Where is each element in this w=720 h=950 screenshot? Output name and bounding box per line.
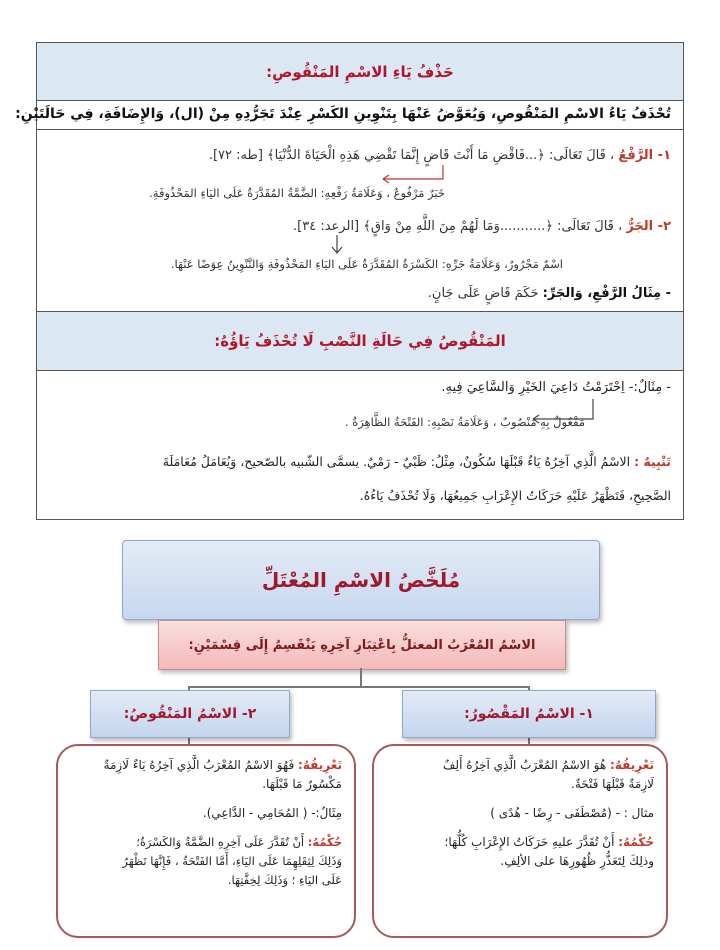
section2-header — [37, 311, 683, 371]
section2-example: - مِثَالٌ:- اِحْتَرَمْتُ دَاعِيَ الخَيْرِ وَالسَّاعِيَ فِيهِ. — [441, 380, 671, 395]
connector — [360, 668, 362, 686]
raf-label: ١- الرَّفْعُ — [618, 148, 671, 163]
warn-text1: الاسْمُ الَّذِي آخِرُهُ يَاءٌ قَبْلَهَا سُكُونٌ، مِثْلُ: ظَبْيٌ - رَمْيٌ. يسمَّى الشّبيه بالصّحيح، وَيُعَامَلُ مُعَامَلَةَ — [162, 454, 631, 469]
manqus-rule-label: حُكْمُهُ: — [307, 835, 342, 849]
maqsur-rule — [386, 833, 654, 871]
section1-rule: تُحْذَفُ يَاءُ الاسْمِ المَنْقُوصِ، وَيُعَوَّضُ عَنْهَا بِتَنْوِينِ الكَسْرِ عِنْدَ تَجَرُّدِهِ مِنْ (ال)، وَالإِضَافَةِ، فِي حَالَتَيْنِ: — [15, 106, 671, 122]
jar-verse: ، قَالَ تَعَالَى: ﴿...........وَمَا لَهُمْ مِنَ اللَّهِ مِنْ وَاقٍ﴾ [الرعد: ٣٤]. — [293, 219, 623, 234]
raf-note: خَبَرٌ مَرْفُوعٌ ، وَعَلَامَةُ رَفْعِهِ: الضَّمَّةُ المُقَدَّرَةُ عَلَى اليَاءِ المَحْذُوفَةِ. — [149, 186, 445, 200]
manqus-card — [56, 744, 356, 938]
connector — [188, 686, 530, 688]
summary-subtitle-box — [158, 620, 566, 670]
section2-title: المَنْقُوصُ فِي حَالَةِ النَّصْبِ لَا تُحْذَفُ يَاؤُهُ: — [214, 332, 506, 350]
maqsur-title: ١- الاسْمُ المَقْصُورُ: — [464, 706, 594, 722]
warn-line1 — [163, 453, 671, 471]
manqus-rule — [70, 833, 342, 890]
maqsur-example: مثال : - (مُصْطَفَى - رِضًا - هُدًى ) — [490, 806, 654, 820]
section1-title: حَذْفُ يَاءِ الاسْمِ المَنْقُوصِ: — [266, 62, 454, 81]
maqsur-def-line2: لَازِمَةٌ قَبْلَهَا فَتْحَةٌ. — [571, 777, 654, 791]
maqsur-rule-line1: أَنْ تُقَدَّرَ عليهِ حَرَكَاتُ الإِعْرَابِ كُلُّهَا؛ — [444, 835, 615, 849]
example-label: - مِثَالُ الرَّفْعِ، وَالجَرِّ: — [542, 286, 671, 301]
example-line — [428, 285, 671, 303]
maqsur-definition — [386, 756, 654, 794]
jar-note: اسْمٌ مَجْرُورٌ، وَعَلَامَةُ جَرِّهِ: الكَسْرَةُ المُقَدَّرَةُ عَلَى اليَاءِ المَحْذُوفَةِ وَالتَّنْوِينُ عِوَضًا عَنْهَا. — [170, 257, 563, 271]
manqus-header — [90, 690, 290, 738]
manqus-def-line2: مَكْسُورٌ مَا قَبْلَهَا. — [262, 777, 342, 791]
summary-subtitle: الاسْمُ المُعْرَبُ المعتلُّ بِاعْتِبَارِ آخِرِهِ يَنْقَسِمُ إِلَى قِسْمَيْنِ: — [188, 637, 536, 653]
jar-label: ٢- الجَرُّ — [626, 219, 671, 234]
maqsur-rule-line2: وذلِكَ لِتَعَذُّرِ ظُهُورِهَا على الألِفِ. — [500, 854, 654, 868]
maqsur-card — [372, 744, 668, 938]
manqus-rule-line1: أَنْ تُقَدَّرَ عَلَى آخِرِهِ الضَّمَّةُ وَالكَسْرَةُ؛ — [136, 835, 305, 849]
manqus-example: مِثَالٌ:- ( المُحَامِي - الدَّاعِي). — [202, 806, 342, 820]
section2-example-note: مَفْعُولٌ بِهِ مَنْصُوبٌ ، وَعَلَامَةُ نَصْبِهِ: الفَتْحَةُ الظَّاهِرَةُ . — [344, 415, 585, 429]
maqsur-header — [402, 690, 656, 738]
manqus-definition — [70, 756, 342, 794]
jar-line — [293, 218, 671, 236]
section1-header — [37, 43, 683, 101]
grammar-box — [15, 42, 684, 520]
maqsur-rule-label: حُكْمُهُ: — [618, 835, 654, 849]
summary-title-box — [122, 540, 600, 620]
example-text: حَكَمَ قَاضٍ عَلَى جَانٍ. — [427, 286, 539, 301]
maqsur-def-line1: هُوَ الاسْمُ المُعْرَبُ الَّذِي آخِرُهُ أَلِفٌ — [442, 758, 607, 772]
jar-arrow-icon — [327, 234, 347, 256]
manqus-def-line1: فَهُوَ الاسْمُ المُعْرَبُ الَّذِي آخِرُهُ يَاءٌ لَازِمَةٌ — [103, 758, 295, 772]
warn-line2: الصَّحِيحِ، فَتَظْهَرُ عَلَيْهِ حَرَكَاتُ الإِعْرَابِ جَمِيعُهَا، وَلَا تُحْذَفُ يَاءُهُ. — [359, 488, 671, 503]
summary-title: مُلَخَّصُ الاسْمِ المُعْتَلِّ — [261, 568, 461, 592]
warn-label: تَنْبِيهٌ : — [634, 454, 671, 469]
manqus-rule-line3: عَلَى اليَاءِ ؛ وَذَلِكَ لِخِفَّتِهَا. — [227, 873, 342, 887]
raf-verse: ، قَالَ تَعَالَى: ﴿...فَاقْضِ مَا أَنْتَ قَاضٍ إِنَّمَا تَقْضِي هَذِهِ الْحَيَاةَ الدُّنْيَا﴾ [طه: ٧٢]. — [208, 148, 615, 163]
manqus-rule-line2: وَذَلِكَ لِثِقَلِهِمَا عَلَى اليَاءِ، أَمَّا الفَتْحَةُ ، فَإِنَّهَا تَظْهَرُ — [122, 854, 342, 868]
maqsur-def-label: تَعْرِيفُهُ: — [610, 758, 654, 772]
manqus-title: ٢- الاسْمُ المَنْقُوصُ: — [123, 706, 257, 722]
manqus-def-label: تَعْرِيفُهُ: — [298, 758, 342, 772]
divider — [37, 129, 683, 130]
